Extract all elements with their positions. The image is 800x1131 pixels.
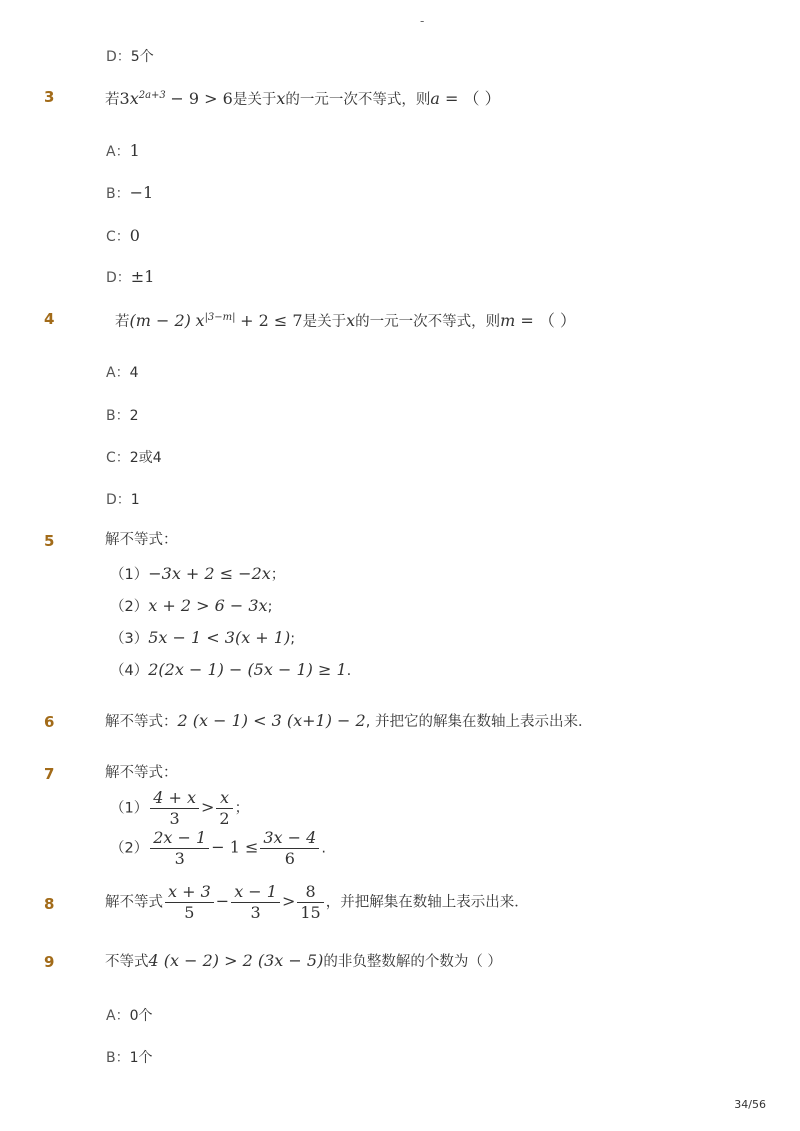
variable: m (500, 310, 516, 330)
fraction (231, 882, 280, 923)
denominator: 3 (169, 809, 180, 828)
q2-option-d[interactable] (106, 46, 154, 66)
variable: x (129, 88, 139, 108)
numerator: 2x − 1 (150, 828, 209, 849)
question-number-6: 6 (44, 713, 55, 731)
item-expression: x + 2 > 6 − 3x (148, 596, 268, 615)
item-end: ； (270, 567, 286, 583)
item-label: （4） (110, 663, 149, 679)
expression-coefficient: (m − 2) (129, 310, 191, 330)
question-7-title: 解不等式： (105, 765, 178, 781)
variable: x (346, 310, 356, 330)
denominator: 3 (250, 903, 261, 922)
coefficient: 3 (119, 88, 130, 108)
q9-option-b[interactable] (106, 1047, 153, 1067)
denominator: 6 (284, 849, 295, 868)
stem-prefix: 解不等式 (105, 894, 163, 911)
stem-prefix: 若 (105, 91, 120, 108)
question-6-stem (105, 711, 592, 732)
q3-option-a[interactable] (106, 141, 140, 161)
numerator: 8 (297, 882, 323, 903)
answer-blank: = （ ） (515, 310, 576, 330)
exponent: 2a+3 (138, 90, 166, 101)
q5-item-3 (110, 627, 295, 648)
option-label: A： (106, 365, 130, 381)
option-value: ±1 (130, 267, 155, 286)
denominator: 2 (219, 809, 230, 828)
variable: a (430, 88, 440, 108)
item-expression: 5x − 1 < 3(x + 1) (148, 628, 291, 647)
item-expression: 2(2x − 1) − (5x − 1) ≥ 1 (148, 660, 347, 679)
fraction (260, 828, 319, 869)
operator: − 1 ≤ (211, 837, 259, 857)
question-4-stem (115, 308, 576, 332)
option-value: 0 (129, 226, 140, 245)
stem-prefix: 若 (115, 313, 130, 330)
q7-item-1 (110, 788, 249, 829)
stem-suffix: 的非负整数解的个数为（ ） (323, 954, 502, 970)
numerator: 3x − 4 (260, 828, 319, 849)
item-label: （2） (110, 599, 149, 615)
option-value: 5个 (130, 49, 154, 65)
q5-item-1 (110, 563, 285, 584)
q4-option-c[interactable] (106, 447, 162, 467)
option-label: A： (106, 1008, 130, 1024)
numerator: x (216, 788, 232, 809)
q3-option-b[interactable] (106, 183, 153, 203)
operator: − (215, 891, 230, 911)
stem-suffix: ，并把解集在数轴上表示出来． (325, 894, 529, 911)
stem-suffix: 是关于 (302, 313, 347, 330)
question-number-3: 3 (44, 88, 55, 106)
question-number-7: 7 (44, 765, 55, 783)
option-label: D： (106, 49, 131, 65)
q7-item-2 (110, 828, 326, 869)
item-end: ； (234, 800, 250, 817)
option-value: 1 (130, 492, 140, 508)
denominator: 15 (300, 903, 321, 922)
answer-blank: = （ ） (439, 88, 501, 108)
stem-suffix: 的一元一次不等式，则 (285, 91, 431, 108)
stem-suffix: 是关于 (232, 91, 277, 108)
option-label: B： (106, 1050, 130, 1066)
option-label: D： (106, 492, 131, 508)
top-mark: - (420, 14, 425, 28)
exponent: |3−m| (204, 312, 236, 323)
question-9-stem (105, 951, 502, 972)
stem-suffix: , 并把它的解集在数轴上表示出来． (365, 714, 593, 730)
option-value: 1个 (129, 1050, 153, 1066)
q4-option-b[interactable] (106, 405, 139, 425)
item-end: . (321, 840, 326, 857)
fraction (297, 882, 323, 923)
item-label: （2） (110, 840, 149, 857)
numerator: 4 + x (150, 788, 199, 809)
option-label: D： (106, 270, 131, 286)
q5-item-4 (110, 659, 351, 680)
stem-prefix: 不等式 (105, 954, 149, 970)
option-label: B： (106, 408, 130, 424)
page-number: 34/56 (734, 1098, 766, 1111)
stem-expression: 2 (x − 1) < 3 (x+1) − 2 (177, 711, 366, 730)
numerator: x + 3 (165, 882, 214, 903)
question-number-8: 8 (44, 895, 55, 913)
option-value: 2 (129, 408, 139, 424)
option-label: B： (106, 186, 130, 202)
fraction (216, 788, 232, 829)
item-end: . (346, 663, 352, 679)
option-value: 4 (129, 365, 139, 381)
item-end: ; (290, 631, 296, 647)
question-8-stem (105, 882, 529, 923)
option-label: A： (106, 144, 130, 160)
operator: > (281, 891, 296, 911)
expression-rest: − 9 > 6 (170, 88, 233, 108)
expression-rest: + 2 ≤ 7 (240, 310, 303, 330)
option-value: 1 (129, 141, 140, 160)
q4-option-a[interactable] (106, 362, 139, 382)
question-number-5: 5 (44, 532, 55, 550)
item-expression: −3x + 2 ≤ −2x (148, 564, 271, 583)
stem-suffix: 的一元一次不等式，则 (355, 313, 501, 330)
item-label: （3） (110, 631, 149, 647)
q3-option-c[interactable] (106, 226, 140, 246)
option-label: C： (106, 229, 130, 245)
q4-option-d[interactable] (106, 489, 140, 509)
option-label: C： (106, 450, 130, 466)
item-label: （1） (110, 567, 149, 583)
item-label: （1） (110, 800, 149, 817)
q9-option-a[interactable] (106, 1005, 153, 1025)
question-number-4: 4 (44, 310, 55, 328)
question-5-title: 解不等式： (105, 532, 178, 548)
option-value: −1 (129, 183, 154, 202)
fraction (150, 788, 199, 829)
question-3-stem (105, 86, 501, 110)
denominator: 3 (174, 849, 185, 868)
fraction (150, 828, 209, 869)
option-value: 2或4 (129, 450, 162, 466)
variable: x (276, 88, 286, 108)
q5-item-2 (110, 595, 272, 616)
variable: x (195, 310, 205, 330)
stem-prefix: 解不等式： (105, 714, 178, 730)
item-end: ; (267, 599, 273, 615)
operator: > (201, 797, 215, 817)
numerator: x − 1 (231, 882, 280, 903)
question-number-9: 9 (44, 953, 55, 971)
option-value: 0个 (129, 1008, 153, 1024)
fraction (165, 882, 214, 923)
q3-option-d[interactable] (106, 267, 154, 287)
stem-expression: 4 (x − 2) > 2 (3x − 5) (148, 951, 324, 970)
denominator: 5 (184, 903, 195, 922)
